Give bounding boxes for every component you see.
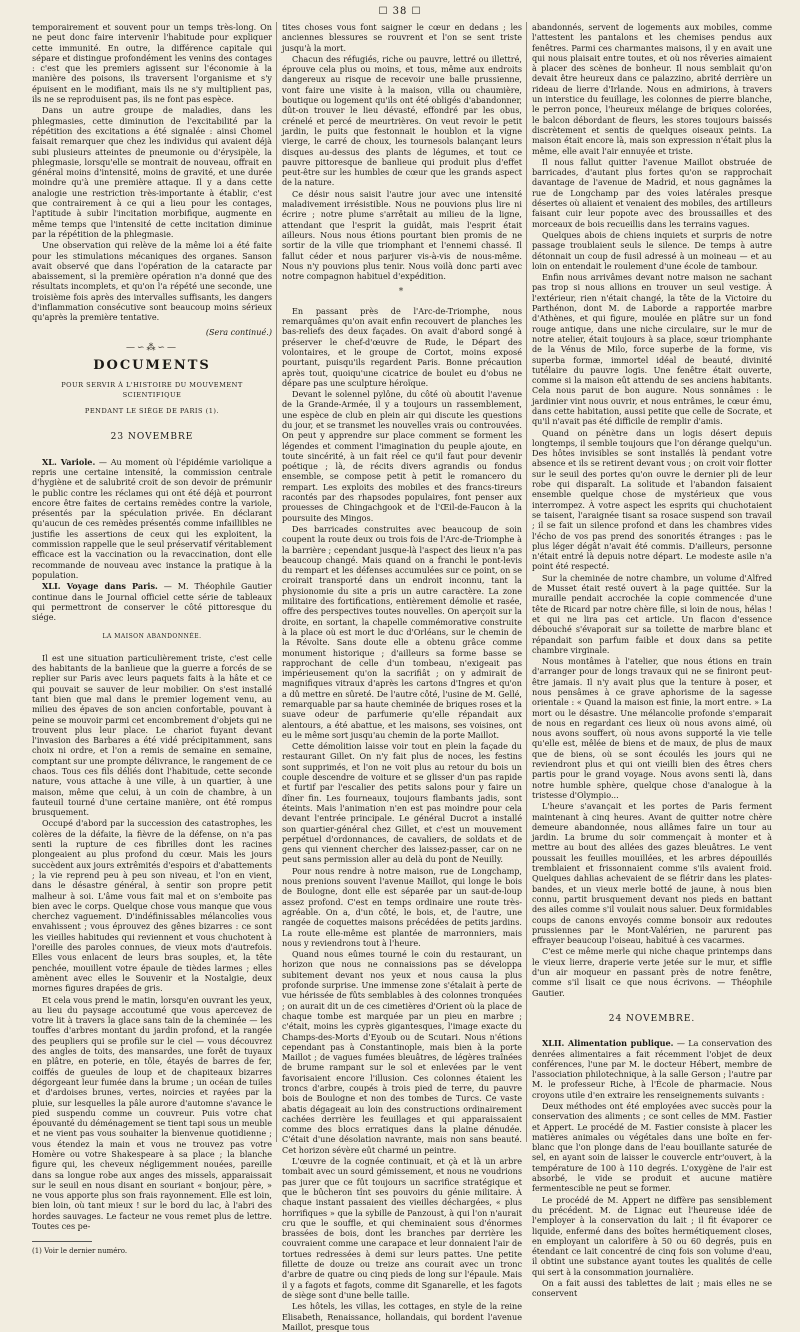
entry-lead: XLII. Alimentation publique. [542,1038,674,1049]
paragraph: Des barricades construites avec beaucoup de soin coupent la route deux ou trois fois de l'Arc-de-Triomphe à la barrière ; cependant jusque-là l'aspect des lieux n'a pas beaucoup changé. Mais quand on a franchi le pont-levis du rempart et les défenses accumulées sur ce point, on se croirait transporté dans un endroit inconnu, tant la physionomie du site a pris un autre caractère. La zone militaire des fortifications, entièrement démolie et rasée, offre des perspectives toutes nouvelles. On aperçoit sur la droite, en sortant, la chapelle commémorative construite à la place où est mort le duc d'Orléans, sur le chemin de la Révolte. Sans doute elle a obtenu grâce comme monument historique ; d'ailleurs sa forme basse se rapprochant de celle d'un tombeau, n'exigeait pas impérieusement qu'on la sacrifiât ; on y admirait de magnifiques vitraux d'après les cartons d'Ingres et qu'on a dû mettre en sûreté. De l'autre côté, l'usine de M. Gellé, remarquable par sa haute cheminée de briques roses et la suave odeur de parfumerie qu'elle répandait aux alentours, a été abattue, et les maisons, ses voisines, ont eu le même sort jusqu'au chemin de la porte Maillot. [282,523,522,740]
paragraph: C'est ce même merle qui niche chaque printemps dans le vieux lierre, draperie verte jetée sur le mur, et siffle d'un air moqueur en passant près de notre fenêtre, comme s'il lisait ce que nous écrivons. — Théophile Gautier. [532,946,772,998]
paragraph: Il nous fallut quitter l'avenue Maillot obstruée de barricades, d'autant plus fortes qu'on se rapprochait davantage de l'avenue de Madrid, et nous gagnâmes la rue de Longchamp par des voies latérales presque désertes où aliaient et venaient des mobiles, des artilleurs faisant cuir leur popote avec des broussailles et des morceaux de bois recueillis dans les terrains vagues. [532,156,773,229]
paragraph: Une observation qui relève de la même loi a été faite pour les stimulations mécaniques des organes. Sanson avait observé que dans l'opération de la cataracte par abaissement, si la première opération n'a donné que des résultats incomplets, et qu'on l'a répété une seconde, une troisième fois après des intervalles suffisants, les dangers d'inflammation consécutive sont beaucoup moins sérieux qu'après la première tentative. [32,240,272,323]
paragraph: Les hôtels, les villas, les cottages, en style de la reine Elisabeth, Renaissance, hollandais, qui bordent l'avenue Maillot, presque tous [282,1301,522,1332]
entry-text: — M. Théophile Gautier continue dans le Journal officiel cette série de tableaux qui permettront de conserver le côté pittoresque du siége. [32,581,272,623]
footnote-rule [32,1241,92,1242]
paragraph: Nous montâmes à l'atelier, que nous étions en train d'arranger pour de longs travaux qui ne se finiront peut-être jamais. Il n'y avait plus que la tenture à poser, et nous pensâmes à ce grave aphorisme de la sagesse orientale : « Quand la maison est finie, la mort entre. » La mort ou le désastre. Une mélancolie profonde s'emparait de nous en regardant ces lieux où nous avons aimé, où nous avons souffert, où nous avons supporté la vie telle qu'elle est, mêlée de biens et de maux, de plus de maux que de biens, où se sont écoulés les jours qui ne reviendront plus et qui ont vieilli bien des êtres chers partis pour le grand voyage. Nous avons senti là, dans notre humble sphère, quelque chose d'analogue à la tristesse d'Olympio... [532,656,772,800]
paragraph: L'œuvre de la cognée continuait, et çà et là un arbre tombait avec un sourd gémissement, et nous ne voudrions pas jurer que ce fût toujours un sacrifice stratégique et que le bûcheron tînt ses pouvoirs du génie militaire. À chaque instant passaient des vieilles déchargées, « plus horrifiques » que la sybille de Panzoust, à qui l'on n'aurait cru que le souffle, et qui cheminaient sous d'énormes brassées de bois, dont les branches par derrière les couvraient comme une carapace et leur donnaient l'air de tortues redressées à demi sur leurs pattes. Une petite fillette de douze ou treize ans courait avec un tronc d'arbre de quatre ou cinq pieds de long sur l'épaule. Mais il y a fagots et fagots, comme dit Sganarelle, et les fagots de siège sont d'une belle taille. [282,1156,522,1300]
paragraph: Sur la cheminée de notre chambre, un volume d'Alfred de Musset était resté ouvert à la page quittée. Sur la muraille pendait accrochée la copie commencée d'une tête de Ricard par notre chère fille, si loin de nous, hélas ! et qui ne lira pas cet article. Un flacon d'essence débouché s'évaporait sur sa toilette de marbre blanc et répandait son parfum faible et doux dans sa petite chambre virginale. [532,572,772,655]
paragraph: En passant près de l'Arc-de-Triomphe, nous remarquâmes qu'on avait enfin recouvert de planches les bas-reliefs des deux façades. On avait d'abord songé à préserver le chef-d'œuvre de Rude, le Départ des volontaires, et le groupe de Cortot, moins exposé pourtant, puisqu'ils regardent Paris. Bonne précaution après tout, quoiqu'une cicatrice de boulet eu d'obus ne dépare pas une sculpture héroïque. [282,305,522,388]
column-1 [32,22,273,1256]
date-heading: 23 NOVEMBRE [110,432,194,443]
ornament-divider: —∽⁂∽— [125,342,179,353]
paragraph: Devant le solennel pylône, du côté où aboutit l'avenue de la Grande-Armée, il y a toujours un rassemblement, une espèce de club en plein air qui discute les questions du jour, et se transmet les nouvelles vrais ou controuvées. On peut y apprendre sur place comment se forment les légendes et comment l'imagination du peuple ajoute, en toute sincérité, à un fait réel ce qu'il faut pour devenir poétique ; là, de récits divers agrandis ou fondus ensemble, se compose petit à petit le romancero du rempart. Les exploits des mobiles et des francs-tireurs racontés par des rhapsodes populaires, font penser aux prouesses de Chingachgook et de l'Œil-de-Faucon à la poursuite des Mingos. [282,389,522,523]
paragraph: Il est une situation particulièrement triste, c'est celle des habitants de la banlieue que la guerre a forcés de se replier sur Paris avec leurs paquets faits à la hâte et ce qui pouvait se sauver de leur mobilier. On s'est installé tant bien que mal dans le premier logement venu, au milieu des épaves de son ancien confortable, pouvant à peine se mouvoir parmi cet encombrement d'objets qui ne trouvent plus leur place. Le chariot fuyant devant l'invasion des Barbares a été vidé précipitamment, sans choix ni ordre, et l'on a remis de semaine en semaine, comptant sur une prompte délivrance, le rangement de ce chaos. Tous ces fils déliés dont l'habitude, cette seconde nature, vous attache à une ville, à un quartier, à une maison, même que celui, à un coin de chambre, à un fauteuil tourné d'une certaine manière, ont été rompus brusquement. [32,652,272,818]
paragraph: Occupé d'abord par la succession des catastrophes, les colères de la défaite, la fièvre de la défense, on n'a pas senti la rupture de ces fibrilles dont les racines plongeaient au plus profond du cœur. Mais les jours succèdent aux jours extrêmités d'espoirs et d'abattements ; la vie reprend peu à peu son niveau, et l'on en vient, dans le désastre général, à sentir son propre petit malheur à soi. L'âme vous fait mal et on s'emboite pas bien avec le corps. Quelque chose vous manque que vous cherchez vaguement. D'indéfinissables mélancolies vous envahissent ; vous éprouvez des gênes bizarres : ce sont les vieilles habitudes qui reviennent et vous chuchotent à l'oreille des paroles connues, de vieux mots d'autrefois. Elles vous enlacent de leurs bras souples, et, la tête penchée, mouillent votre épaule de tièdes larmes ; elles amènent avec elles le Souvenir et la Nostalgie, deux mornes figures drapées de gris. [32,818,272,994]
article-heading: LA MAISON ABANDONNÉE. [102,633,202,641]
paragraph: Et cela vous prend le matin, lorsqu'en ouvrant les yeux, au lieu du paysage accoutumé que vous apercevez de votre lit à travers la glace sans tain de la cheminée — les touffes d'arbres montant du jardin profond, et la rangée des peupliers qui se profile sur le ciel — vous découvrez des angles de toits, des mansardes, une forêt de tuyaux en plâtre, en poterie, en tôle, étayés de barres de fer, coiffés de gueules de loup et de chapiteaux bizarres dégorgeant leur fumée dans la brume ; un océan de tuiles et d'ardoises brunes, vertes, noircies et rayées par la pluie, sur lesquelles la pâle aurore d'automne s'avance le pied suspendu comme un couvreur. Puis votre chat épouvanté du déménagement se tient tapi sous un meuble et ne vient pas vous souhaiter la bienvenue quotidienne ; vous étendez la main et vous ne trouvez pas votre Homère ou votre Shakespeare à sa place ; la blanche figure qui, les cheveux négligemment nouées, pareille dans sa longue robe aux anges des missels, apparaissait sur le seuil en nous disant en souriant « bonjour, père, » ne vous apporte plus son frais rayonnement. Elle est loin, bien loin, où tant mieux ! sur le bord du lac, à l'abri des hordes sauvages. Le facteur ne vous remet plus de lettre. Toutes ces pe- [32,994,273,1232]
paragraph: Quelques abois de chiens inquiets et surpris de notre passage troublaient seuls le silence. De temps à autre détonnait un coup de fusil adressé à un moineau — et au loin on entendait le roulement d'une école de tambour. [532,229,772,271]
column-2 [282,22,522,1332]
paragraph: tites choses vous font saigner le cœur en dedans ; les anciennes blessures se rouvrent et l'on se sent triste jusqu'à la mort. [282,22,522,53]
paragraph: Enfin nous arrivâmes devant notre maison ne sachant pas trop si nous allions en trouver un seul vestige. À l'extérieur, rien n'était changé, la tête de la Victoire du Parthénon, dont M. de Laborde a rapportée marbre d'Athènes, et qui figure, moulée en plâtre sur un fond rouge antique, dans une niche circulaire, sur le mur de notre atelier, était toujours à sa place, sœur triomphante de la Vénus de Milo, force superbe de la forme, vis superba formæ, immortel idéal de beauté, divinité tutélaire du pauvre logis. Une fenêtre était ouverte, comme si la maison eût attendu de ses anciens habitants. Cela nous parut de bon augure. Nous sonnâmes : le jardinier vint nous ouvrir, et nous entrâmes, le cœur ému, dans cette habitation, aussi petite que celle de Socrate, et qu'il n'avait pas été difficile de remplir d'amis. [532,272,772,427]
continuation-note: (Sera continué.) [205,326,272,337]
paragraph: temporairement et souvent pour un temps très-long. On ne peut donc faire intervenir l'habitude pour expliquer cette immunité. En outre, la différence capitale qui sépare et distingue profondément les venins des contages : c'est que les premiers agissent sur l'économie à la manière des poisons, ils traversent l'organisme et s'y épuisent en le modifiant, mais ils ne s'y multiplient pas, ils ne se reproduisent pas, ils ne font pas espèce. [32,22,272,105]
section-title: DOCUMENTS [93,358,211,374]
paragraph: L'heure s'avançait et les portes de Paris ferment maintenant à cinq heures. Avant de quitter notre chère demeure abandonnée, nous allâmes faire un tour au jardin. La brume du soir commençait à monter et à mettre au bout des allées des gazes bleuâtres. Le vent poussait les feuilles mouillées, et les arbres dépouillés tremblaient et frissonnaient comme s'ils avaient froid. Quelques dahlias achevaient de se flétrir dans les plates-bandes, et un vieux merle botté de jaune, à nous bien connu, partit brusquement devant nos pieds en battant des ailes comme s'il voulait nous saluer. Deux formidables coups de canons envoyés comme bonsoir aux redoutes prussiennes par le Mont-Valérien, ne parurent pas effrayer beaucoup l'oiseau, habitué à ces vacarmes. [532,801,772,946]
paragraph: Ce désir nous saisit l'autre jour avec une intensité maladivement irrésistible. Nous ne pouvions plus lire ni écrire ; notre plume s'arrêtait au milieu de la ligne, attendant que l'esprit la guidât, mais l'esprit était ailleurs. Nous nous étions pourtant bien promis de ne sortir de la ville que triomphant et l'ennemi chassé. Il fallut céder et nous parjurer vis-à-vis de nous-même. Nous n'y pouvions plus tenir. Nous voilà donc parti avec notre compagnon habituel d'expédition. [282,188,522,282]
column-rule-left [276,22,277,1142]
date-heading: 24 NOVEMBRE. [608,1013,696,1024]
paragraph: Deux méthodes ont été employées avec succès pour la conservation des aliments ; ce sont celles de MM. Fastier et Appert. Le procédé de M. Fastier consiste à placer les matières animales ou végétales dans une boîte en fer-blanc que l'on plonge dans de l'eau bouillante saturée de sel, en ayant soin de laisser le couvercle entr'ouvert, à la température de 100 à 110 degrés. L'oxygène de l'air est absorbé, le vide se produit et aucune matière fermentescible ne peut se former. [532,1100,772,1194]
paragraph: Le procédé de M. Appert ne diffère pas sensiblement du précédent. M. de Lignac eut l'heureuse idée de l'employer à la conservation du lait ; il fit évaporer ce liquide, enfermé dans des boîtes hermétiquement closes, en employant un calorifère à 50 ou 60 degrés, puis en étendant ce lait concentré de cinq fois son volume d'eau, il obtint une substance ayant toutes les qualités de celle qui sert à la consommation journalière. [532,1194,772,1277]
paragraph: Quand nous eûmes tourné le coin du restaurant, un horizon que nous ne connaissions pas se développa subitement devant nos yeux et nous causa la plus profonde surprise. Une immense zone s'étalait à perte de vue hérissée de fûts semblables à des colonnes tronquées ; on aurait dit un de ces cimetières d'Orient où la place de chaque tombe est marquée par un pieu en marbre ; c'était, moins les cyprès gigantesques, l'image exacte du Champs-des-Morts d'Eyoub ou de Scutari. Nous n'étions cependant pas à Constantinople, mais bien à la porte Maillot ; de vagues fumées bleuâtres, de légères traînées de brume rampant sur le sol et enlevées par le vent favorisaient encore l'illusion. Ces colonnes étaient les troncs d'arbre, coupés à trois pied de terre, du pauvre bois de Boulogne et non des tombes de Turcs. Ce vaste abatis dégageait au loin des constructions ordinairement cachées derrière les feuillages et qui apparaissaient comme des blocs erratiques dans la plaine dénudée. C'était d'une désolation navrante, mais non sans beauté. Cet horizon sévère eût charmé un peintre. [282,949,522,1155]
paragraph: Pour nous rendre à notre maison, rue de Longchamp, nous prenions souvent l'avenue Maillot, qui longe le bois de Boulogne, dont elle est séparée par un saut-de-loup assez profond. C'est en temps ordinaire une route très-agréable. On a, d'un côté, le bois, et, de l'autre, une rangée de coquettes maisons précédées de petits jardins. La route elle-même est plantée de marronniers, mais nous y reviendrons tout à l'heure. [282,865,522,948]
entry-xli [32,581,272,622]
paragraph: Cette démolition laisse voir tout en plein la façade du restaurant Gillet. On n'y fait plus de noces, les festins sont supprimés, et l'on ne voit plus au retour du bois un couple descendre de voiture et se glisser d'un pas rapide et furtif par l'escalier des petits salons pour y faire un dîner fin. Les fourneaux, toujours flambants jadis, sont éteints. Mais l'animation n'en est pas moindre pour cela devant l'entrée principale. Le général Ducrot a installé son quartier-général chez Gillet, et c'est un mouvement perpétuel d'ordonnances, de cavaliers, de soldats et de gens qui viennent chercher des laissez-passer, car on ne peut sans permission aller au delà du pont de Neuilly. [282,741,522,865]
entry-xlii [532,1038,772,1100]
page-number: ☐ 38 ☐ [378,6,422,17]
entry-lead: XLI. Voyage dans Paris. [42,581,158,592]
section-period: PENDANT LE SIÉGE DE PARIS (1). [84,407,220,416]
entry-text: — La conservation des denrées alimentaires a fait récemment l'objet de deux conférences, l'une par M. le docteur Hébert, membre de l'association philotechnique, à la salle Gerson ; l'autre par M. le professeur Riche, à l'École de pharmacie. Nous croyons utile d'en extraire les renseignements suivants : [532,1038,773,1100]
section-subtitle: POUR SERVIR À L'HISTOIRE DU MOUVEMENT SCIENTIFIQUE [61,380,243,399]
paragraph: Dans un autre groupe de maladies, dans les phlegmasies, cette diminution de l'excitabilité par la répétition des excitations a été signalée : ainsi Chomel faisait remarquer que chez les individus qui avaient déjà subi plusieurs atteintes de pneumonie ou d'érysipèle, la phlegmasie, lorsqu'elle se montrait de nouveau, offrait en général moins d'intensité, moins de gravité, et une durée moindre qu'à une première attaque. Il y a dans cette analogie une restriction très-importante à établir, c'est que contrairement à ce qui a lieu pour les contages, l'aptitude à subir l'incitation morbifique, augmente en même temps que l'intensité de cette incitation diminue par la répétition de la phlegmasie. [32,105,272,239]
entry-xl [32,457,272,581]
entry-text: — Au moment où l'épidémie variolique a repris une certaine intensité, la commission centrale d'hygiène et de salubrité croit de son devoir de prémunir le public contre les réclames qui ont été déjà et pourront encore être faites de certains remèdes contre la variole, présentés par la spéculation privée. En déclarant qu'aucun de ces remèdes présentés comme infaillibles ne justifie les assertions de ceux qui les exploitent, la commission rappelle que le seul préservatif véritablement efficace est la vaccination ou la revaccination, dont elle recommande de nouveau avec instance la pratique à la population. [32,456,272,580]
entry-lead: XL. Variole. [42,456,96,467]
paragraph: On a fait aussi des tablettes de lait ; mais elles ne se conservent [532,1278,772,1299]
column-rule-right [526,22,527,1142]
footnote: (1) Voir le dernier numéro. [32,1247,128,1256]
paragraph: Quand on pénètre dans un logis désert depuis longtemps, il semble toujours que l'on dérange quelqu'un. Des hôtes invisibles se sont installés là pendant votre absence et ils se retirent devant vous ; on croit voir flotter sur le seuil des portes qu'on ouvre le dernier pli de leur robe qui disparaît. La solitude et l'abandon faisaient ensemble quelque chose de mystérieux que vous interrompez. À votre aspect les esprits qui chuchotaient se taisent, l'araignée tisant sa rosace suspend son travail ; il se fait un silence profond et dans les chambres vides l'écho de vos pas prend des sonorités étranges : pas le plus léger dégât n'avait été commis. D'ailleurs, personne n'était entré là depuis notre départ. Le modeste asile n'a point été respecté. [532,427,772,572]
star-separator: * [398,287,406,298]
paragraph: Chacun des réfugiés, riche ou pauvre, lettré ou illettré, éprouve cela plus ou moins, et tous, même aux endroits dangereux au risque de recevoir une balle prussienne, vont faire une visite à la maison, villa ou chaumière, boutique ou logement qu'ils ont été obligés d'abandonner, dût-on trouver le lieu dévasté, effondré par les obus, crénelé et percé de meurtrières. On veut revoir le petit jardin, le puits que festonnait le houblon et la vigne vierge, le carré de choux, les tournesols balançant leurs disques au-dessus des plants de légumes, et tout ce pauvre pittoresque de banlieue qui produit plus d'effet peut-être sur les humbles de cœur que les grands aspect de la nature. [282,53,522,188]
column-3 [532,22,773,1299]
paragraph: abandonnés, servent de logements aux mobiles, comme l'attestent les pantalons et les chemises pendus aux fenêtres. Parmi ces charmantes maisons, il y en avait une qui nous plaisait entre toutes, et où nos rêveries aimaient à placer des scènes de bonheur. Il nous semblait qu'on devait être heureux dans ce palazzino, abrité derrière un rideau de lierre d'Irlande. Nous en admirions, à travers un interstice du feuillage, les colonnes de pierre blanche, le perron ponce, l'heureux mélange de briques colorées, le balcon débordant de fleurs, les stores toujours baissés discrètement et sentis de quelques oiseaux peints. La maison était encore là, mais son expression n'était plus la même, elle avait l'air ennuyée et triste. [532,22,772,156]
